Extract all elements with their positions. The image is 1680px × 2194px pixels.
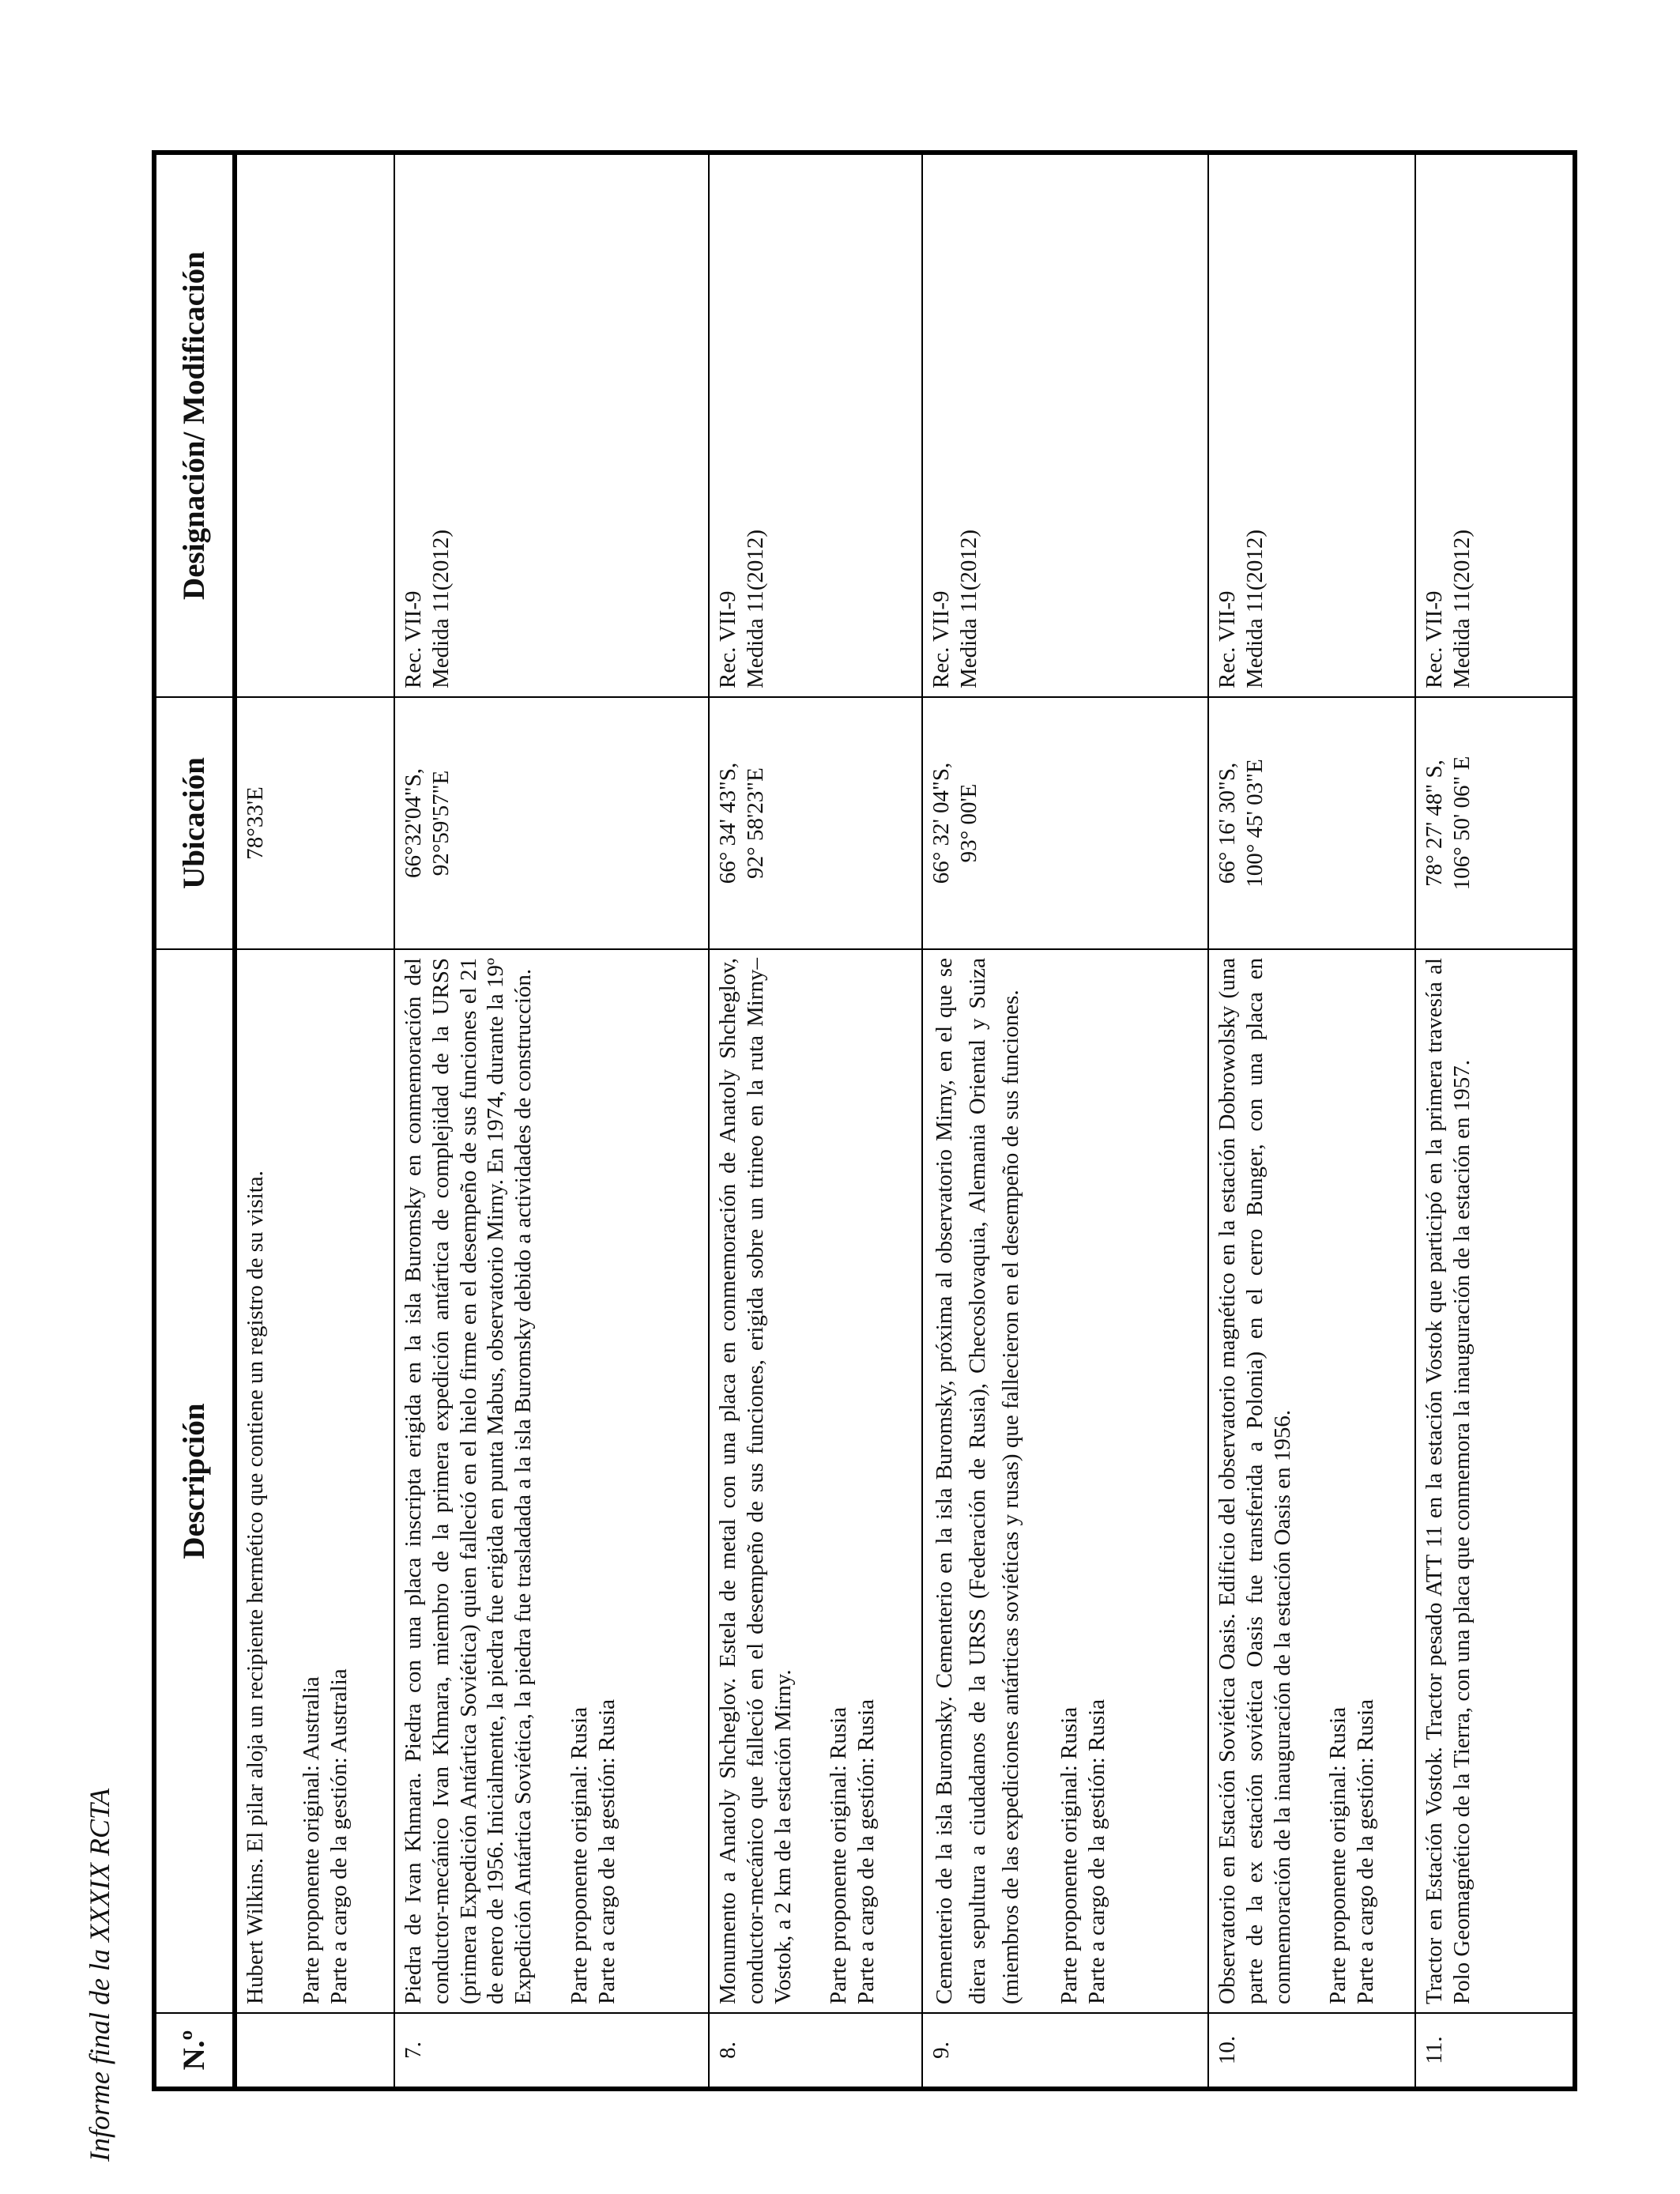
description-text: Cementerio de la isla Buromsky. Cementerio en la isla Buromsky, próxima al observatorio Mirny, en el que se diera sepultura a ciudadanos de la URSS (Federación de Rusia), Checoslovaquia, Alemania Oriental y Suiza (miembros de las expediciones antárticas soviéticas y rusas) que fallecieron en el desempeño de sus funciones. [932,958,1024,2004]
rotated-table-container [152,155,1573,2091]
row-description [1208,949,1415,2013]
row-designation [922,153,1208,697]
description-text: Hubert Wilkins. El pilar aloja un recipiente hermético que contiene un registro de su visita. [243,1171,268,2004]
location-line: 66° 32' 04"S, [929,762,954,884]
row-number: 11. [1415,2013,1575,2089]
row-designation [1208,153,1415,697]
row-designation [235,153,394,697]
table-row [709,153,922,2089]
row-number: 9. [922,2013,1208,2089]
row-number: 10. [1208,2013,1415,2089]
designation-line: Medida 11(2012) [1241,529,1268,688]
location-line: 78° 27' 48" S, [1422,760,1447,887]
description-text: Piedra de Ivan Khmara. Piedra con una placa inscripta erigida en la isla Buromsky en conmemoración del conductor-mecánico Ivan Khmara, miembro de la primera expedición antártica de complejidad de la URSS (primera Expedición Antártica Soviética) quien falleció en el hielo firme en el desempeño de sus funciones el 21 de enero de 1956. Inicialmente, la piedra fue erigida en punta Mabus, observatorio Mirny. En 1974, durante la 19º Expedición Antártica Soviética, la piedra fue trasladada a la isla Buromsky debido a actividades de construcción. [401,958,537,2004]
row-location [394,697,709,949]
row-description [235,949,394,2013]
managing-party: Parte a cargo de la gestión: Australia [326,1668,352,2004]
designation-line: Medida 11(2012) [1448,529,1475,688]
header-description: Descripción [154,949,235,2013]
row-number: 8. [709,2013,922,2089]
historic-sites-table [152,150,1577,2091]
designation-line: Medida 11(2012) [428,529,454,688]
location-line: 66° 16' 30"S, [1215,762,1240,884]
header-designation: Designación/ Modificación [154,153,235,697]
managing-party: Parte a cargo de la gestión: Rusia [593,1698,620,2004]
description-text: Observatorio en Estación Soviética Oasis. Edificio del observatorio magnético en la estación Dobrowolsky (una parte de la ex estación soviética Oasis fue transferida a Polonia) en el cerro Bunger, con una placa en conmemoración de la inauguración de la estación Oasis en 1956. [1215,958,1295,2004]
header-location: Ubicación [154,697,235,949]
row-designation [394,153,709,697]
row-number: 7. [394,2013,709,2089]
row-description [709,949,922,2013]
managing-party: Parte a cargo de la gestión: Rusia [853,1698,880,2004]
designation-line: Rec. VII-9 [715,590,740,688]
original-proponent: Parte proponente original: Rusia [1057,1706,1083,2004]
designation-line: Medida 11(2012) [742,529,768,688]
managing-party: Parte a cargo de la gestión: Rusia [1353,1698,1379,2004]
location-line: 66°32'04"S, [401,767,426,879]
location-line: 93° 00'E [955,783,981,863]
row-description [1415,949,1575,2013]
designation-line: Rec. VII-9 [401,590,426,688]
designation-line: Rec. VII-9 [1422,590,1447,688]
location-line: 106° 50' 06" E [1448,756,1475,891]
table-row [235,153,394,2089]
original-proponent: Parte proponente original: Rusia [826,1706,852,2004]
row-description [922,949,1208,2013]
designation-line: Rec. VII-9 [1215,590,1240,688]
table-row [1208,153,1415,2089]
row-number [235,2013,394,2089]
page-header: Informe final de la XXXIX RCTA [84,1788,115,2162]
table-row [922,153,1208,2089]
row-location [922,697,1208,949]
designation-line: Medida 11(2012) [955,529,981,688]
location-line: 92° 58'23"E [742,767,768,879]
location-line: 100° 45' 03"E [1241,759,1268,888]
description-text: Tractor en Estación Vostok. Tractor pesado ATT 11 en la estación Vostok que participó en la primera travesía al Polo Geomagnético de la Tierra, con una placa que conmemora la inauguración de la estación en 1957. [1422,958,1475,2004]
original-proponent: Parte proponente original: Rusia [1325,1706,1351,2004]
location-line: 78°33'E [243,786,268,860]
row-description [394,949,709,2013]
row-location [1415,697,1575,949]
description-text: Monumento a Anatoly Shcheglov. Estela de metal con una placa en conmemoración de Anatoly Shcheglov, conductor-mecánico que falleció en el desempeño de sus funciones, erigida sobre un trineo en la ruta Mirny–Vostok, a 2 km de la estación Mirny. [715,958,796,2004]
managing-party: Parte a cargo de la gestión: Rusia [1083,1698,1109,2004]
original-proponent: Parte proponente original: Rusia [566,1706,592,2004]
header-number: N.º [154,2013,235,2089]
original-proponent: Parte proponente original: Australia [298,1676,324,2004]
row-location [709,697,922,949]
location-line: 92°59'57"E [428,770,454,876]
location-line: 66° 34' 43"S, [715,762,740,884]
table-row [1415,153,1575,2089]
row-location [1208,697,1415,949]
table-header-row [154,153,235,2089]
row-designation [1415,153,1575,697]
row-location [235,697,394,949]
row-designation [709,153,922,697]
table-row [394,153,709,2089]
designation-line: Rec. VII-9 [929,590,954,688]
